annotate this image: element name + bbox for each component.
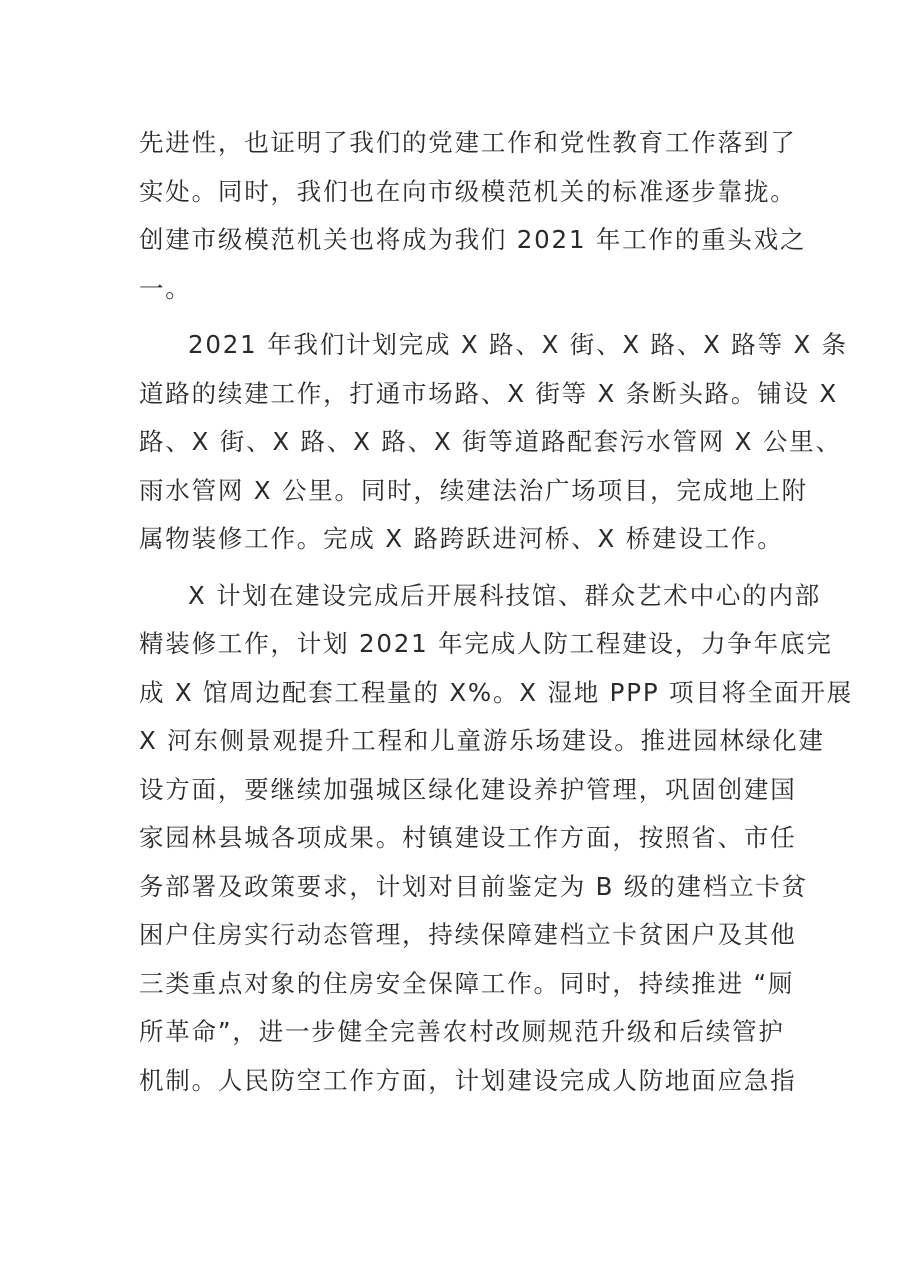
text-line: 家园林县城各项成果。村镇建设工作方面，按照省、市任: [139, 823, 797, 852]
text-line: 一。: [139, 273, 192, 303]
text-line: 先进性，也证明了我们的党建工作和党性教育工作落到了: [139, 128, 797, 157]
paragraph: [139, 321, 848, 564]
text-line: X 计划在建设完成后开展科技馆、群众艺术中心的内部: [188, 580, 822, 610]
text-line: X 河东侧景观提升工程和儿童游乐场建设。推进园林绿化建: [139, 726, 825, 755]
text-line: 创建市级模范机关也将成为我们 2021 年工作的重头戏之: [139, 225, 807, 254]
text-line: 道路的续建工作，打通市场路、X 街等 X 条断头路。铺设 X: [139, 378, 839, 408]
text-line: 所革命”，进一步健全完善农村改厕规范升级和后续管护: [139, 1017, 785, 1046]
text-line: 三类重点对象的住房安全保障工作。同时，持续推进 “厕: [139, 968, 795, 998]
text-line: 务部署及政策要求，计划对目前鉴定为 B 级的建档立卡贫: [139, 871, 808, 901]
text-line: 属物装修工作。完成 X 路跨跃进河桥、X 桥建设工作。: [139, 524, 784, 553]
text-line: 2021 年我们计划完成 X 路、X 街、X 路、X 路等 X 条: [188, 330, 848, 359]
document-body: [139, 119, 854, 1105]
text-line: 机制。人民防空工作方面，计划建设完成人防地面应急指: [139, 1065, 797, 1095]
text-line: 实处。同时，我们也在向市级模范机关的标准逐步靠拢。: [139, 176, 797, 206]
text-line: 路、X 街、X 路、X 路、X 街等道路配套污水管网 X 公里、: [139, 427, 842, 456]
text-line: 雨水管网 X 公里。同时，续建法治广场项目，完成地上附: [139, 475, 808, 505]
paragraph: [139, 572, 854, 1106]
text-line: 设方面，要继续加强城区绿化建设养护管理，巩固创建国: [139, 774, 797, 804]
paragraph: [139, 119, 807, 313]
text-line: 困户住房实行动态管理，持续保障建档立卡贫困户及其他: [139, 920, 797, 949]
text-line: 成 X 馆周边配套工程量的 X%。X 湿地 PPP 项目将全面开展: [139, 677, 854, 707]
text-line: 精装修工作，计划 2021 年完成人防工程建设，力争年底完: [139, 629, 833, 658]
